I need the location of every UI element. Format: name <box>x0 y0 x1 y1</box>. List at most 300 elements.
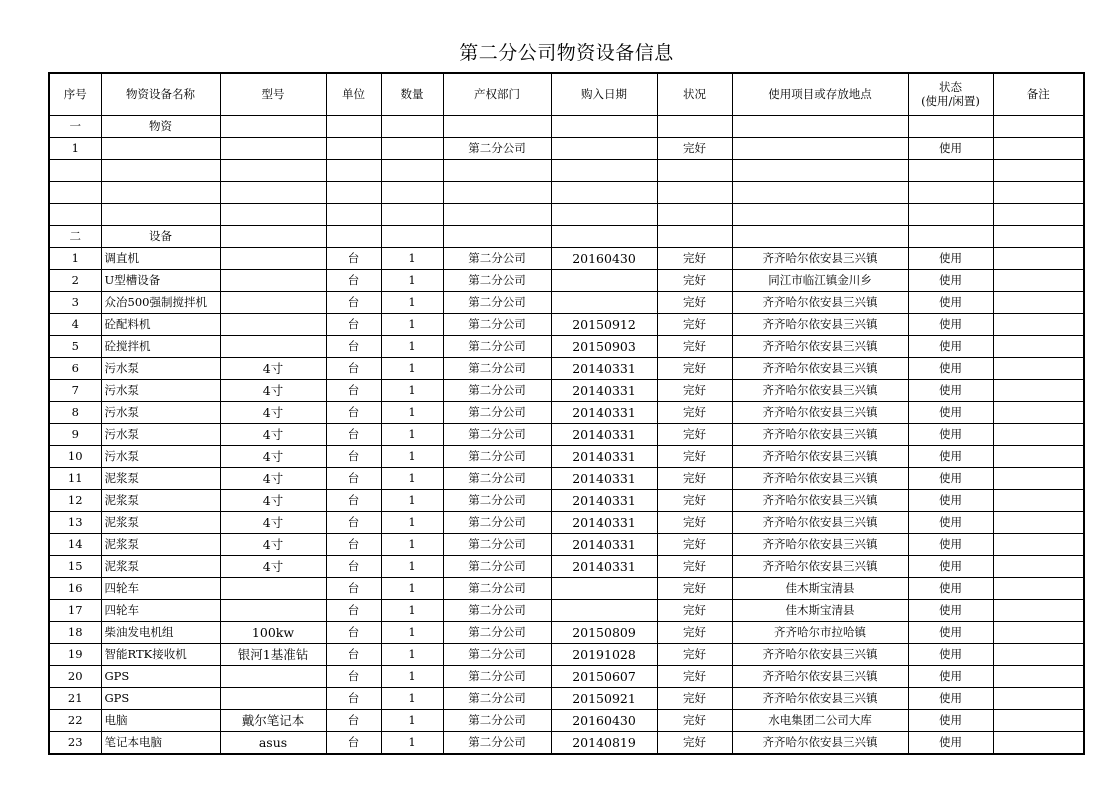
row-model: 4寸 <box>220 446 326 468</box>
row-condition: 完好 <box>657 556 732 578</box>
row-department: 第二分公司 <box>443 402 551 424</box>
row-department: 第二分公司 <box>443 578 551 600</box>
empty-cell <box>326 182 381 204</box>
empty-cell <box>220 204 326 226</box>
row-date: 20191028 <box>551 644 657 666</box>
header-model: 型号 <box>220 73 326 116</box>
row-status: 使用 <box>908 446 993 468</box>
row-date: 20140331 <box>551 534 657 556</box>
table-row <box>49 380 1084 402</box>
row-note <box>993 666 1084 688</box>
row-department: 第二分公司 <box>443 556 551 578</box>
section-name: 设备 <box>101 226 220 248</box>
row-name: 四轮车 <box>101 578 220 600</box>
empty-cell <box>443 182 551 204</box>
row-unit: 台 <box>326 644 381 666</box>
row-index: 14 <box>49 534 101 556</box>
row-condition: 完好 <box>657 512 732 534</box>
row-date <box>551 578 657 600</box>
equipment-table <box>48 72 1085 755</box>
table-row <box>49 314 1084 336</box>
header-quantity: 数量 <box>381 73 443 116</box>
empty-cell <box>908 160 993 182</box>
table-row <box>49 138 1084 160</box>
header-name: 物资设备名称 <box>101 73 220 116</box>
row-location: 齐齐哈尔依安县三兴镇 <box>732 512 908 534</box>
table-row <box>49 710 1084 732</box>
row-unit: 台 <box>326 732 381 755</box>
empty-cell <box>908 182 993 204</box>
row-status: 使用 <box>908 644 993 666</box>
row-department: 第二分公司 <box>443 138 551 160</box>
table-row <box>49 732 1084 755</box>
row-index: 13 <box>49 512 101 534</box>
row-date: 20140331 <box>551 424 657 446</box>
empty-cell <box>220 182 326 204</box>
table-row <box>49 424 1084 446</box>
section-name: 物资 <box>101 116 220 138</box>
table-row <box>49 666 1084 688</box>
empty-cell <box>326 160 381 182</box>
row-location <box>732 138 908 160</box>
empty-cell <box>657 116 732 138</box>
row-date: 20140819 <box>551 732 657 755</box>
row-status: 使用 <box>908 138 993 160</box>
row-model <box>220 688 326 710</box>
table-row <box>49 446 1084 468</box>
row-unit: 台 <box>326 622 381 644</box>
row-location: 齐齐哈尔依安县三兴镇 <box>732 248 908 270</box>
row-note <box>993 688 1084 710</box>
row-status: 使用 <box>908 710 993 732</box>
row-location: 齐齐哈尔依安县三兴镇 <box>732 534 908 556</box>
row-department: 第二分公司 <box>443 622 551 644</box>
empty-cell <box>657 204 732 226</box>
row-quantity: 1 <box>381 248 443 270</box>
row-model: 100kw <box>220 622 326 644</box>
row-location: 水电集团二公司大库 <box>732 710 908 732</box>
empty-cell <box>993 182 1084 204</box>
empty-cell <box>993 116 1084 138</box>
row-condition: 完好 <box>657 578 732 600</box>
row-date: 20140331 <box>551 512 657 534</box>
row-status: 使用 <box>908 732 993 755</box>
empty-cell <box>326 226 381 248</box>
row-quantity: 1 <box>381 402 443 424</box>
row-model: 4寸 <box>220 534 326 556</box>
row-model <box>220 666 326 688</box>
row-department: 第二分公司 <box>443 688 551 710</box>
row-name: 泥浆泵 <box>101 468 220 490</box>
row-note <box>993 138 1084 160</box>
row-index: 22 <box>49 710 101 732</box>
row-status: 使用 <box>908 314 993 336</box>
row-note <box>993 424 1084 446</box>
row-note <box>993 248 1084 270</box>
empty-cell <box>381 182 443 204</box>
row-model: 戴尔笔记本 <box>220 710 326 732</box>
row-name: 泥浆泵 <box>101 534 220 556</box>
section-row <box>49 116 1084 138</box>
empty-cell <box>657 226 732 248</box>
header-index: 序号 <box>49 73 101 116</box>
row-note <box>993 380 1084 402</box>
row-date: 20150903 <box>551 336 657 358</box>
table-body <box>49 116 1084 755</box>
row-model <box>220 292 326 314</box>
section-row <box>49 226 1084 248</box>
empty-cell <box>908 204 993 226</box>
row-note <box>993 512 1084 534</box>
row-unit: 台 <box>326 446 381 468</box>
row-location: 齐齐哈尔依安县三兴镇 <box>732 732 908 755</box>
row-status: 使用 <box>908 380 993 402</box>
row-note <box>993 534 1084 556</box>
row-index: 4 <box>49 314 101 336</box>
row-unit: 台 <box>326 358 381 380</box>
empty-row <box>49 182 1084 204</box>
row-index: 1 <box>49 248 101 270</box>
row-model <box>220 600 326 622</box>
row-note <box>993 358 1084 380</box>
header-unit: 单位 <box>326 73 381 116</box>
row-status: 使用 <box>908 270 993 292</box>
row-condition: 完好 <box>657 490 732 512</box>
row-index: 5 <box>49 336 101 358</box>
row-name: 污水泵 <box>101 446 220 468</box>
row-department: 第二分公司 <box>443 534 551 556</box>
row-quantity: 1 <box>381 336 443 358</box>
empty-cell <box>443 204 551 226</box>
row-location: 齐齐哈尔依安县三兴镇 <box>732 336 908 358</box>
row-condition: 完好 <box>657 314 732 336</box>
row-date: 20150607 <box>551 666 657 688</box>
row-index: 16 <box>49 578 101 600</box>
row-quantity: 1 <box>381 556 443 578</box>
row-name: 笔记本电脑 <box>101 732 220 755</box>
row-date: 20150809 <box>551 622 657 644</box>
row-status: 使用 <box>908 402 993 424</box>
row-condition: 完好 <box>657 336 732 358</box>
table-row <box>49 534 1084 556</box>
row-date: 20140331 <box>551 446 657 468</box>
row-date <box>551 270 657 292</box>
row-quantity <box>381 138 443 160</box>
row-quantity: 1 <box>381 732 443 755</box>
row-name: 智能RTK接收机 <box>101 644 220 666</box>
row-condition: 完好 <box>657 358 732 380</box>
row-note <box>993 468 1084 490</box>
row-name: 泥浆泵 <box>101 512 220 534</box>
row-unit: 台 <box>326 402 381 424</box>
row-model <box>220 270 326 292</box>
table-row <box>49 600 1084 622</box>
row-quantity: 1 <box>381 622 443 644</box>
row-condition: 完好 <box>657 688 732 710</box>
row-quantity: 1 <box>381 446 443 468</box>
row-status: 使用 <box>908 578 993 600</box>
row-model: 4寸 <box>220 358 326 380</box>
row-quantity: 1 <box>381 578 443 600</box>
row-condition: 完好 <box>657 402 732 424</box>
row-index: 12 <box>49 490 101 512</box>
row-name: 污水泵 <box>101 380 220 402</box>
row-model: 4寸 <box>220 468 326 490</box>
table-header <box>49 73 1084 116</box>
empty-cell <box>551 116 657 138</box>
row-condition: 完好 <box>657 380 732 402</box>
row-name: GPS <box>101 666 220 688</box>
row-name: 砼配料机 <box>101 314 220 336</box>
table-row <box>49 622 1084 644</box>
table-row <box>49 336 1084 358</box>
row-department: 第二分公司 <box>443 336 551 358</box>
row-name: 泥浆泵 <box>101 556 220 578</box>
empty-cell <box>381 226 443 248</box>
row-location: 齐齐哈尔市拉哈镇 <box>732 622 908 644</box>
row-quantity: 1 <box>381 270 443 292</box>
row-model: asus <box>220 732 326 755</box>
empty-cell <box>732 226 908 248</box>
row-location: 齐齐哈尔依安县三兴镇 <box>732 688 908 710</box>
row-location: 齐齐哈尔依安县三兴镇 <box>732 644 908 666</box>
row-location: 佳木斯宝清县 <box>732 578 908 600</box>
row-quantity: 1 <box>381 292 443 314</box>
row-note <box>993 270 1084 292</box>
row-index: 23 <box>49 732 101 755</box>
row-status: 使用 <box>908 358 993 380</box>
empty-cell <box>49 182 101 204</box>
row-date: 20140331 <box>551 402 657 424</box>
row-condition: 完好 <box>657 424 732 446</box>
row-condition: 完好 <box>657 622 732 644</box>
table-row <box>49 644 1084 666</box>
table-row <box>49 270 1084 292</box>
row-model: 4寸 <box>220 490 326 512</box>
row-status: 使用 <box>908 424 993 446</box>
row-name: GPS <box>101 688 220 710</box>
row-name: 污水泵 <box>101 424 220 446</box>
table-row <box>49 688 1084 710</box>
row-note <box>993 644 1084 666</box>
row-condition: 完好 <box>657 534 732 556</box>
row-index: 10 <box>49 446 101 468</box>
row-location: 齐齐哈尔依安县三兴镇 <box>732 556 908 578</box>
row-department: 第二分公司 <box>443 490 551 512</box>
empty-row <box>49 160 1084 182</box>
row-index: 15 <box>49 556 101 578</box>
header-department: 产权部门 <box>443 73 551 116</box>
row-date: 20160430 <box>551 710 657 732</box>
row-index: 19 <box>49 644 101 666</box>
row-unit: 台 <box>326 556 381 578</box>
row-unit: 台 <box>326 512 381 534</box>
row-condition: 完好 <box>657 666 732 688</box>
row-name: 砼搅拌机 <box>101 336 220 358</box>
row-model: 银河1基准钻 <box>220 644 326 666</box>
row-status: 使用 <box>908 622 993 644</box>
row-unit: 台 <box>326 578 381 600</box>
empty-row <box>49 204 1084 226</box>
row-unit: 台 <box>326 688 381 710</box>
empty-cell <box>381 204 443 226</box>
row-status: 使用 <box>908 666 993 688</box>
page-title: 第二分公司物资设备信息 <box>459 42 674 64</box>
empty-cell <box>732 160 908 182</box>
table-row <box>49 248 1084 270</box>
row-unit: 台 <box>326 534 381 556</box>
row-condition: 完好 <box>657 710 732 732</box>
row-department: 第二分公司 <box>443 446 551 468</box>
row-quantity: 1 <box>381 666 443 688</box>
empty-cell <box>551 182 657 204</box>
row-department: 第二分公司 <box>443 600 551 622</box>
row-name: U型槽设备 <box>101 270 220 292</box>
table-row <box>49 468 1084 490</box>
row-model: 4寸 <box>220 556 326 578</box>
row-note <box>993 578 1084 600</box>
row-index: 8 <box>49 402 101 424</box>
row-model: 4寸 <box>220 402 326 424</box>
table-row <box>49 358 1084 380</box>
row-name <box>101 138 220 160</box>
row-department: 第二分公司 <box>443 358 551 380</box>
row-department: 第二分公司 <box>443 666 551 688</box>
row-note <box>993 556 1084 578</box>
row-unit: 台 <box>326 666 381 688</box>
row-location: 齐齐哈尔依安县三兴镇 <box>732 490 908 512</box>
row-name: 四轮车 <box>101 600 220 622</box>
empty-cell <box>908 116 993 138</box>
empty-cell <box>993 160 1084 182</box>
empty-cell <box>732 182 908 204</box>
header-status: 状态 (使用/闲置) <box>908 73 993 116</box>
empty-cell <box>220 160 326 182</box>
row-condition: 完好 <box>657 270 732 292</box>
empty-cell <box>381 160 443 182</box>
row-condition: 完好 <box>657 468 732 490</box>
row-condition: 完好 <box>657 248 732 270</box>
header-purchase-date: 购入日期 <box>551 73 657 116</box>
row-status: 使用 <box>908 556 993 578</box>
empty-cell <box>732 204 908 226</box>
empty-cell <box>993 204 1084 226</box>
row-model: 4寸 <box>220 380 326 402</box>
row-status: 使用 <box>908 248 993 270</box>
row-unit: 台 <box>326 292 381 314</box>
row-department: 第二分公司 <box>443 732 551 755</box>
row-note <box>993 336 1084 358</box>
empty-cell <box>101 160 220 182</box>
row-note <box>993 710 1084 732</box>
row-condition: 完好 <box>657 446 732 468</box>
row-location: 佳木斯宝清县 <box>732 600 908 622</box>
empty-cell <box>908 226 993 248</box>
empty-cell <box>551 204 657 226</box>
empty-cell <box>443 226 551 248</box>
row-department: 第二分公司 <box>443 512 551 534</box>
row-quantity: 1 <box>381 468 443 490</box>
row-date: 20140331 <box>551 468 657 490</box>
row-unit: 台 <box>326 710 381 732</box>
row-note <box>993 446 1084 468</box>
empty-cell <box>49 204 101 226</box>
row-model <box>220 314 326 336</box>
row-index: 21 <box>49 688 101 710</box>
empty-cell <box>993 226 1084 248</box>
row-note <box>993 292 1084 314</box>
row-quantity: 1 <box>381 688 443 710</box>
row-department: 第二分公司 <box>443 710 551 732</box>
row-index: 18 <box>49 622 101 644</box>
row-location: 齐齐哈尔依安县三兴镇 <box>732 424 908 446</box>
empty-cell <box>381 116 443 138</box>
empty-cell <box>551 226 657 248</box>
row-date: 20140331 <box>551 490 657 512</box>
row-date: 20150921 <box>551 688 657 710</box>
row-unit: 台 <box>326 380 381 402</box>
row-date: 20140331 <box>551 556 657 578</box>
row-note <box>993 732 1084 755</box>
row-index: 17 <box>49 600 101 622</box>
row-index: 20 <box>49 666 101 688</box>
row-department: 第二分公司 <box>443 468 551 490</box>
row-condition: 完好 <box>657 644 732 666</box>
row-location: 齐齐哈尔依安县三兴镇 <box>732 468 908 490</box>
row-name: 电脑 <box>101 710 220 732</box>
row-date: 20140331 <box>551 358 657 380</box>
section-number: 一 <box>49 116 101 138</box>
section-number: 二 <box>49 226 101 248</box>
empty-cell <box>220 226 326 248</box>
row-model <box>220 578 326 600</box>
table-row <box>49 512 1084 534</box>
table-row <box>49 402 1084 424</box>
row-date: 20160430 <box>551 248 657 270</box>
row-department: 第二分公司 <box>443 380 551 402</box>
empty-cell <box>101 182 220 204</box>
row-department: 第二分公司 <box>443 248 551 270</box>
row-location: 齐齐哈尔依安县三兴镇 <box>732 358 908 380</box>
row-index: 7 <box>49 380 101 402</box>
row-index: 9 <box>49 424 101 446</box>
row-note <box>993 314 1084 336</box>
row-department: 第二分公司 <box>443 270 551 292</box>
row-name: 柴油发电机组 <box>101 622 220 644</box>
row-index: 2 <box>49 270 101 292</box>
row-unit: 台 <box>326 248 381 270</box>
row-name: 众冶500强制搅拌机 <box>101 292 220 314</box>
row-model <box>220 248 326 270</box>
row-location: 齐齐哈尔依安县三兴镇 <box>732 380 908 402</box>
row-model: 4寸 <box>220 512 326 534</box>
row-status: 使用 <box>908 512 993 534</box>
row-model <box>220 138 326 160</box>
row-quantity: 1 <box>381 512 443 534</box>
row-quantity: 1 <box>381 490 443 512</box>
empty-cell <box>732 116 908 138</box>
row-date <box>551 292 657 314</box>
empty-cell <box>101 204 220 226</box>
row-note <box>993 490 1084 512</box>
row-unit <box>326 138 381 160</box>
row-note <box>993 402 1084 424</box>
row-unit: 台 <box>326 468 381 490</box>
row-department: 第二分公司 <box>443 292 551 314</box>
row-index: 11 <box>49 468 101 490</box>
row-quantity: 1 <box>381 644 443 666</box>
row-index: 6 <box>49 358 101 380</box>
